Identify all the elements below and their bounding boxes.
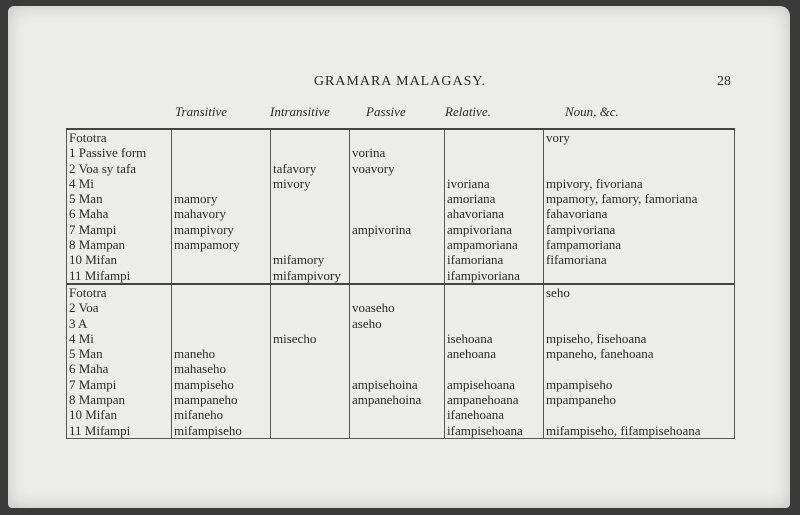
cell-intransitive	[271, 237, 350, 252]
cell-noun: mpivory, fivoriana	[544, 176, 735, 191]
cell-form-label: 11 Mifampi	[67, 268, 172, 283]
cell-passive	[350, 191, 445, 206]
cell-relative: ahavoriana	[445, 206, 544, 221]
cell-transitive: mahavory	[172, 206, 271, 221]
cell-noun: mifampiseho, fifampisehoana	[544, 423, 735, 439]
cell-form-label: 7 Mampi	[67, 377, 172, 392]
cell-noun: fampivoriana	[544, 222, 735, 237]
cell-relative: ampanehoana	[445, 392, 544, 407]
cell-intransitive	[271, 346, 350, 361]
column-header-transitive: Transitive	[175, 104, 228, 119]
table-row	[67, 129, 735, 145]
cell-noun	[544, 161, 735, 176]
cell-noun: fahavoriana	[544, 206, 735, 221]
cell-noun	[544, 268, 735, 283]
cell-passive: aseho	[350, 316, 445, 331]
cell-intransitive	[271, 145, 350, 160]
conjugation-table-seho	[66, 283, 735, 439]
cell-form-label: 5 Man	[67, 191, 172, 206]
table-row	[67, 268, 735, 283]
cell-form-label: 4 Mi	[67, 331, 172, 346]
cell-form-label: 1 Passive form	[67, 145, 172, 160]
cell-relative: ifampisehoana	[445, 423, 544, 439]
cell-transitive: mahaseho	[172, 361, 271, 376]
cell-form-label: 8 Mampan	[67, 392, 172, 407]
cell-intransitive	[271, 300, 350, 315]
cell-form-label: 10 Mifan	[67, 252, 172, 267]
cell-relative: ampivoriana	[445, 222, 544, 237]
cell-transitive	[172, 252, 271, 267]
cell-transitive: mifaneho	[172, 407, 271, 422]
cell-relative: isehoana	[445, 331, 544, 346]
cell-form-label: 6 Maha	[67, 206, 172, 221]
cell-passive	[350, 129, 445, 145]
cell-relative: ifanehoana	[445, 407, 544, 422]
cell-transitive	[172, 331, 271, 346]
column-header-intransitive: Intransitive	[270, 104, 330, 119]
cell-relative: ifampivoriana	[445, 268, 544, 283]
table-row	[67, 237, 735, 252]
cell-passive	[350, 237, 445, 252]
cell-passive	[350, 268, 445, 283]
cell-passive	[350, 423, 445, 439]
cell-intransitive	[271, 407, 350, 422]
cell-form-label: Fototra	[67, 129, 172, 145]
cell-form-label: 11 Mifampi	[67, 423, 172, 439]
cell-transitive	[172, 284, 271, 300]
table-row	[67, 407, 735, 422]
table-row	[67, 377, 735, 392]
page-title: GRAMARA MALAGASY.	[313, 74, 487, 89]
cell-form-label: 2 Voa	[67, 300, 172, 315]
cell-form-label: 7 Mampi	[67, 222, 172, 237]
cell-relative: ampamoriana	[445, 237, 544, 252]
cell-intransitive	[271, 377, 350, 392]
cell-noun	[544, 361, 735, 376]
cell-transitive: mamory	[172, 191, 271, 206]
cell-passive	[350, 206, 445, 221]
cell-passive: ampanehoina	[350, 392, 445, 407]
cell-transitive	[172, 176, 271, 191]
cell-relative	[445, 316, 544, 331]
cell-noun: seho	[544, 284, 735, 300]
table-row	[67, 316, 735, 331]
cell-relative: anehoana	[445, 346, 544, 361]
cell-intransitive: mifampivory	[271, 268, 350, 283]
cell-passive	[350, 252, 445, 267]
cell-passive: vorina	[350, 145, 445, 160]
cell-form-label: 3 A	[67, 316, 172, 331]
cell-form-label: 6 Maha	[67, 361, 172, 376]
cell-relative: ifamoriana	[445, 252, 544, 267]
cell-form-label: 2 Voa sy tafa	[67, 161, 172, 176]
cell-transitive: mampaneho	[172, 392, 271, 407]
cell-transitive: mampivory	[172, 222, 271, 237]
cell-relative	[445, 361, 544, 376]
cell-noun: mpaneho, fanehoana	[544, 346, 735, 361]
cell-noun: fampamoriana	[544, 237, 735, 252]
cell-transitive	[172, 161, 271, 176]
cell-passive	[350, 284, 445, 300]
cell-noun	[544, 407, 735, 422]
cell-transitive: maneho	[172, 346, 271, 361]
table-row	[67, 284, 735, 300]
cell-intransitive: mifamory	[271, 252, 350, 267]
cell-relative: ivoriana	[445, 176, 544, 191]
cell-intransitive: tafavory	[271, 161, 350, 176]
cell-intransitive	[271, 191, 350, 206]
cell-intransitive	[271, 284, 350, 300]
cell-form-label: 5 Man	[67, 346, 172, 361]
table-row	[67, 361, 735, 376]
cell-form-label: Fototra	[67, 284, 172, 300]
column-header-relative: Relative.	[445, 104, 491, 119]
cell-transitive	[172, 268, 271, 283]
table-row	[67, 145, 735, 160]
cell-intransitive	[271, 222, 350, 237]
cell-passive	[350, 176, 445, 191]
cell-passive: voaseho	[350, 300, 445, 315]
cell-passive: ampivorina	[350, 222, 445, 237]
cell-transitive	[172, 129, 271, 145]
cell-noun	[544, 316, 735, 331]
cell-intransitive	[271, 392, 350, 407]
table-row	[67, 392, 735, 407]
table-row	[67, 222, 735, 237]
table-row	[67, 423, 735, 439]
cell-relative	[445, 145, 544, 160]
cell-intransitive	[271, 206, 350, 221]
column-header-passive: Passive	[366, 104, 406, 119]
cell-transitive	[172, 316, 271, 331]
cell-intransitive: mivory	[271, 176, 350, 191]
cell-intransitive: misecho	[271, 331, 350, 346]
cell-relative	[445, 129, 544, 145]
cell-relative	[445, 284, 544, 300]
cell-noun	[544, 300, 735, 315]
table-row	[67, 252, 735, 267]
cell-noun	[544, 145, 735, 160]
cell-form-label: 10 Mifan	[67, 407, 172, 422]
cell-noun: mpiseho, fisehoana	[544, 331, 735, 346]
cell-intransitive	[271, 129, 350, 145]
cell-passive: voavory	[350, 161, 445, 176]
cell-transitive	[172, 145, 271, 160]
cell-form-label: 8 Mampan	[67, 237, 172, 252]
cell-transitive: mifampiseho	[172, 423, 271, 439]
cell-noun: mpampiseho	[544, 377, 735, 392]
table-row	[67, 161, 735, 176]
column-header-noun: Noun, &c.	[565, 104, 619, 119]
cell-passive: ampisehoina	[350, 377, 445, 392]
table-row	[67, 346, 735, 361]
table-row	[67, 206, 735, 221]
cell-passive	[350, 361, 445, 376]
cell-passive	[350, 407, 445, 422]
cell-relative: amoriana	[445, 191, 544, 206]
conjugation-table-vory	[66, 128, 735, 283]
table-row	[67, 191, 735, 206]
cell-passive	[350, 331, 445, 346]
cell-noun: mpamory, famory, famoriana	[544, 191, 735, 206]
cell-intransitive	[271, 423, 350, 439]
cell-transitive: mampiseho	[172, 377, 271, 392]
table-row	[67, 176, 735, 191]
cell-relative	[445, 300, 544, 315]
cell-noun: vory	[544, 129, 735, 145]
table-row	[67, 300, 735, 315]
cell-passive	[350, 346, 445, 361]
cell-relative: ampisehoana	[445, 377, 544, 392]
cell-form-label: 4 Mi	[67, 176, 172, 191]
page-number: 28	[717, 74, 731, 89]
cell-relative	[445, 161, 544, 176]
cell-intransitive	[271, 316, 350, 331]
cell-intransitive	[271, 361, 350, 376]
cell-transitive: mampamory	[172, 237, 271, 252]
cell-noun: mpampaneho	[544, 392, 735, 407]
table-row	[67, 331, 735, 346]
cell-noun: fifamoriana	[544, 252, 735, 267]
cell-transitive	[172, 300, 271, 315]
